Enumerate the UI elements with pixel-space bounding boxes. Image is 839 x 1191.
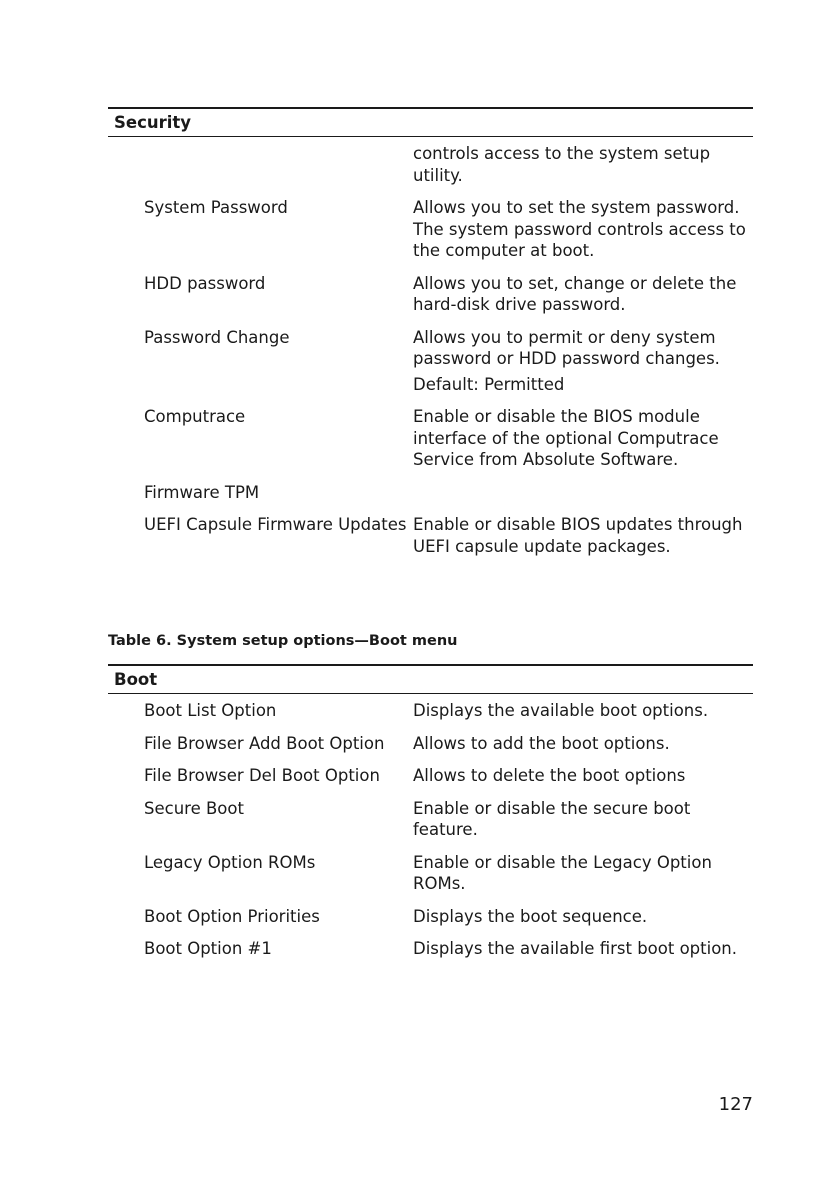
table-row: [108, 197, 753, 262]
option-name: Firmware TPM: [144, 482, 260, 502]
boot-table-body: [108, 694, 753, 960]
table-row: [108, 765, 753, 787]
table-row: [108, 852, 753, 895]
option-description-cell: [413, 327, 753, 396]
option-description: Allows to add the boot options.: [413, 733, 670, 753]
option-description: Allows you to permit or deny system password or HDD password changes.: [413, 327, 720, 368]
option-name: File Browser Add Boot Option: [144, 733, 385, 753]
option-description: Displays the available first boot option.: [413, 939, 737, 958]
option-description: Allows to delete the boot options: [413, 766, 686, 785]
option-description: Enable or disable the secure boot feature.: [413, 798, 691, 839]
security-table: [108, 107, 753, 568]
table-caption: Table 6. System setup options—Boot menu: [108, 633, 458, 649]
option-name: HDD password: [144, 273, 266, 293]
option-description: Enable or disable the Legacy Option ROMs.: [413, 852, 712, 893]
table-row: [108, 482, 753, 504]
table-row: [108, 273, 753, 316]
option-description: controls access to the system setup utility.: [413, 144, 711, 185]
option-name: Boot Option Priorities: [144, 906, 320, 926]
table-row: [108, 798, 753, 841]
page-number: 127: [718, 1094, 753, 1115]
option-name: Boot Option #1: [144, 939, 272, 958]
option-name: Computrace: [144, 407, 246, 426]
option-name: UEFI Capsule Firmware Updates: [144, 515, 407, 534]
option-description: Allows you to set, change or delete the hard-disk drive password.: [413, 273, 737, 314]
option-name: File Browser Del Boot Option: [144, 766, 380, 785]
table-row: [108, 906, 753, 928]
option-name: [108, 143, 413, 186]
table-row: [108, 514, 753, 557]
option-name: System Password: [144, 198, 288, 217]
option-description: Displays the boot sequence.: [413, 906, 648, 926]
table-row: [108, 938, 753, 960]
table-row: [108, 406, 753, 471]
option-description: Enable or disable the BIOS module interface of the optional Computrace Service from Absolute Software.: [413, 407, 719, 469]
option-description: Displays the available boot options.: [413, 701, 709, 720]
boot-table: [108, 664, 753, 971]
boot-table-header: Boot: [108, 664, 753, 694]
option-name: Boot List Option: [144, 701, 277, 720]
option-description: [413, 482, 753, 504]
security-table-body: [108, 137, 753, 557]
table-row: [108, 700, 753, 722]
table-row: [108, 327, 753, 396]
table-row: [108, 143, 753, 186]
option-default-value: Default: Permitted: [413, 374, 565, 394]
option-description: Allows you to set the system password. The system password controls access to the computer at boot.: [413, 198, 746, 260]
table-row: [108, 733, 753, 755]
security-table-header: Security: [108, 107, 753, 137]
option-name: Legacy Option ROMs: [144, 852, 316, 872]
option-description: Enable or disable BIOS updates through UEFI capsule update packages.: [413, 515, 743, 556]
option-name: Secure Boot: [144, 798, 244, 818]
option-name: Password Change: [144, 327, 290, 347]
